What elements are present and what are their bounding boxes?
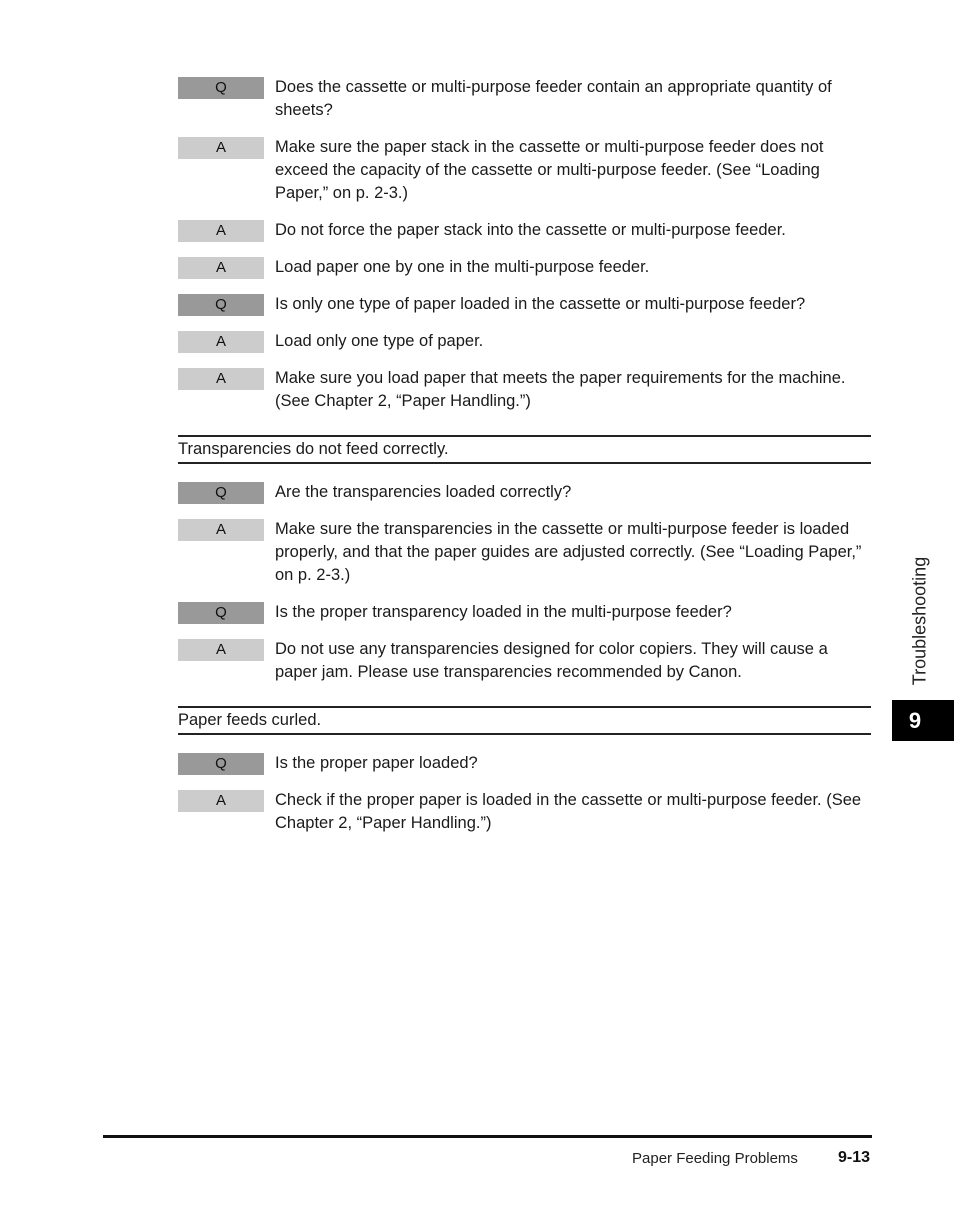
chapter-tab-label: Troubleshooting (909, 556, 930, 685)
answer-badge: A (178, 331, 264, 353)
question-row (178, 77, 871, 122)
section-1 (178, 77, 871, 413)
section-heading: Transparencies do not feed correctly. (178, 435, 871, 464)
question-badge: Q (178, 294, 264, 316)
question-text: Does the cassette or multi-purpose feeder contain an appropriate quantity of sheets? (275, 78, 832, 119)
question-row (178, 294, 871, 316)
answer-badge: A (178, 790, 264, 812)
answer-row (178, 790, 871, 835)
question-row (178, 753, 871, 775)
question-badge: Q (178, 482, 264, 504)
chapter-side-tab (906, 548, 934, 693)
answer-row (178, 519, 871, 587)
question-text: Are the transparencies loaded correctly? (275, 483, 572, 501)
answer-text: Do not force the paper stack into the cassette or multi-purpose feeder. (275, 221, 786, 239)
question-text: Is the proper paper loaded? (275, 754, 478, 772)
answer-row (178, 257, 871, 279)
footer-rule (103, 1135, 872, 1138)
footer-section-title: Paper Feeding Problems (632, 1150, 798, 1167)
section-heading: Paper feeds curled. (178, 706, 871, 735)
qa-content (178, 77, 871, 850)
question-badge: Q (178, 602, 264, 624)
question-text: Is the proper transparency loaded in the multi-purpose feeder? (275, 603, 732, 621)
question-text: Is only one type of paper loaded in the cassette or multi-purpose feeder? (275, 295, 806, 313)
answer-row (178, 639, 871, 684)
question-row (178, 602, 871, 624)
chapter-number-box: 9 (892, 700, 954, 741)
section-2 (178, 435, 871, 684)
answer-text: Make sure you load paper that meets the paper requirements for the machine. (See Chapter 2, “Paper Handling.”) (275, 369, 846, 410)
answer-row (178, 331, 871, 353)
answer-text: Do not use any transparencies designed for color copiers. They will cause a paper jam. Please use transparencies recommended by Canon. (275, 640, 828, 681)
question-row (178, 482, 871, 504)
answer-text: Make sure the paper stack in the cassette or multi-purpose feeder does not exceed the capacity of the cassette or multi-purpose feeder. (See “Loading Paper,” on p. 2-3.) (275, 138, 824, 202)
answer-row (178, 368, 871, 413)
answer-badge: A (178, 257, 264, 279)
answer-row (178, 220, 871, 242)
answer-badge: A (178, 220, 264, 242)
question-badge: Q (178, 77, 264, 99)
question-badge: Q (178, 753, 264, 775)
answer-text: Make sure the transparencies in the cassette or multi-purpose feeder is loaded properly, and that the paper guides are adjusted correctly. (See “Loading Paper,” on p. 2-3.) (275, 520, 862, 584)
answer-badge: A (178, 368, 264, 390)
answer-text: Check if the proper paper is loaded in the cassette or multi-purpose feeder. (See Chapter 2, “Paper Handling.”) (275, 791, 862, 832)
answer-text: Load only one type of paper. (275, 332, 484, 350)
answer-badge: A (178, 137, 264, 159)
answer-badge: A (178, 519, 264, 541)
answer-badge: A (178, 639, 264, 661)
answer-row (178, 137, 871, 205)
section-3 (178, 706, 871, 835)
answer-text: Load paper one by one in the multi-purpose feeder. (275, 258, 650, 276)
page-number: 9-13 (838, 1149, 871, 1166)
